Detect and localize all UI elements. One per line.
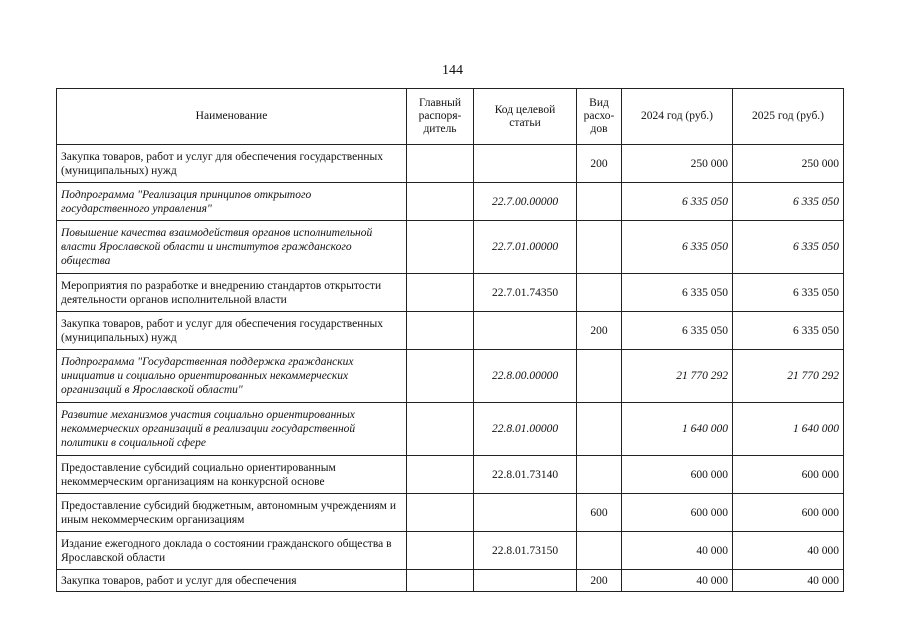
row-manager [407,494,474,532]
header-code: Код целевой статьи [474,89,577,145]
row-code: 22.8.01.00000 [474,403,577,456]
row-kind [577,350,622,403]
header-name: Наименование [57,89,407,145]
row-amount-2024: 1 640 000 [622,403,733,456]
table-row [57,312,844,350]
row-amount-2025: 250 000 [733,145,844,183]
row-code [474,570,577,592]
row-name: Подпрограмма "Реализация принципов открытого государственного управления" [57,183,407,221]
row-amount-2025: 6 335 050 [733,274,844,312]
row-code: 22.8.01.73140 [474,456,577,494]
table-row [57,456,844,494]
row-name: Повышение качества взаимодействия органов исполнительной власти Ярославской области и институтов гражданского общества [57,221,407,274]
row-kind [577,183,622,221]
row-kind [577,274,622,312]
row-amount-2025: 600 000 [733,494,844,532]
table-row [57,183,844,221]
header-manager: Главный распоря-дитель [407,89,474,145]
table-row [57,274,844,312]
row-name: Предоставление субсидий бюджетным, автономным учреждениям и иным некоммерческим организациям [57,494,407,532]
table-row [57,570,844,592]
row-amount-2024: 40 000 [622,532,733,570]
row-kind [577,221,622,274]
row-amount-2025: 1 640 000 [733,403,844,456]
row-name: Закупка товаров, работ и услуг для обеспечения государственных (муниципальных) нужд [57,145,407,183]
row-manager [407,456,474,494]
header-2025: 2025 год (руб.) [733,89,844,145]
row-code [474,494,577,532]
table-row [57,403,844,456]
row-manager [407,350,474,403]
row-amount-2025: 6 335 050 [733,221,844,274]
row-kind: 200 [577,570,622,592]
table-row [57,350,844,403]
row-code: 22.8.01.73150 [474,532,577,570]
row-amount-2025: 21 770 292 [733,350,844,403]
table-row [57,221,844,274]
row-code [474,145,577,183]
row-kind [577,456,622,494]
table-row [57,494,844,532]
row-amount-2024: 600 000 [622,494,733,532]
header-row [57,89,844,145]
row-code: 22.7.01.00000 [474,221,577,274]
row-amount-2024: 6 335 050 [622,221,733,274]
row-amount-2025: 6 335 050 [733,183,844,221]
row-kind: 600 [577,494,622,532]
row-code: 22.7.01.74350 [474,274,577,312]
row-amount-2024: 6 335 050 [622,312,733,350]
row-manager [407,145,474,183]
row-manager [407,312,474,350]
row-name: Подпрограмма "Государственная поддержка гражданских инициатив и социально ориентированных некоммерческих организаций в Ярославской области" [57,350,407,403]
row-name: Предоставление субсидий социально ориентированным некоммерческим организациям на конкурсной основе [57,456,407,494]
header-kind: Вид расхо-дов [577,89,622,145]
row-name: Развитие механизмов участия социально ориентированных некоммерческих организаций в реализации государственной политики в социальной сфере [57,403,407,456]
row-amount-2025: 40 000 [733,532,844,570]
row-name: Мероприятия по разработке и внедрению стандартов открытости деятельности органов исполнительной власти [57,274,407,312]
row-kind [577,403,622,456]
row-manager [407,403,474,456]
row-code: 22.7.00.00000 [474,183,577,221]
row-manager [407,221,474,274]
row-amount-2025: 600 000 [733,456,844,494]
row-manager [407,183,474,221]
header-2024: 2024 год (руб.) [622,89,733,145]
row-amount-2024: 21 770 292 [622,350,733,403]
row-code [474,312,577,350]
row-amount-2024: 6 335 050 [622,274,733,312]
row-name: Закупка товаров, работ и услуг для обеспечения [57,570,407,592]
row-amount-2025: 40 000 [733,570,844,592]
row-kind [577,532,622,570]
row-manager [407,532,474,570]
row-manager [407,274,474,312]
row-amount-2024: 600 000 [622,456,733,494]
row-name: Закупка товаров, работ и услуг для обеспечения государственных (муниципальных) нужд [57,312,407,350]
row-kind: 200 [577,145,622,183]
table-row [57,145,844,183]
row-kind: 200 [577,312,622,350]
row-manager [407,570,474,592]
table-row [57,532,844,570]
page-number: 144 [442,63,463,78]
row-code: 22.8.00.00000 [474,350,577,403]
row-amount-2025: 6 335 050 [733,312,844,350]
budget-table [56,88,844,592]
row-amount-2024: 40 000 [622,570,733,592]
row-amount-2024: 250 000 [622,145,733,183]
row-amount-2024: 6 335 050 [622,183,733,221]
row-name: Издание ежегодного доклада о состоянии гражданского общества в Ярославской области [57,532,407,570]
